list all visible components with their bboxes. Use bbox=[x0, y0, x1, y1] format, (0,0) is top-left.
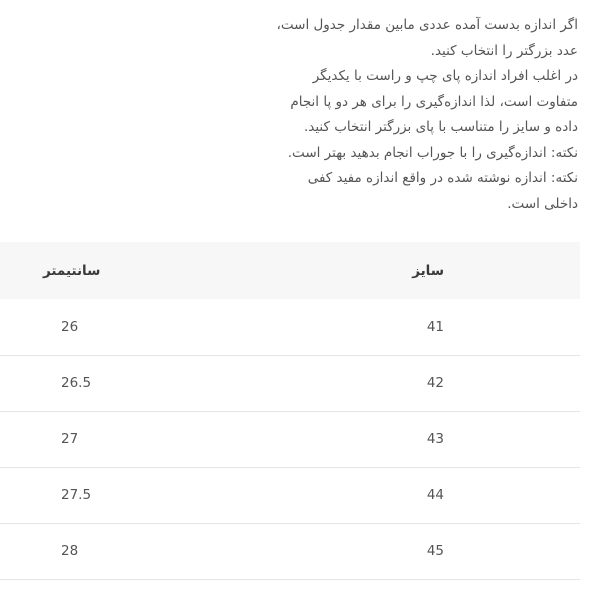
size-guide-notes bbox=[248, 13, 578, 217]
cell-cm-value: 28 bbox=[61, 543, 79, 559]
note-line: در اغلب افراد اندازه پای چپ و راست با یکدیگر bbox=[312, 68, 578, 84]
table-row bbox=[0, 467, 580, 523]
table-row bbox=[0, 411, 580, 467]
cell-cm-value: 27 bbox=[61, 431, 79, 447]
cell-size bbox=[412, 467, 580, 523]
cell-cm bbox=[0, 523, 412, 579]
size-chart-table bbox=[0, 242, 580, 580]
table-row bbox=[0, 355, 580, 411]
cell-cm bbox=[0, 411, 412, 467]
header-cm-label: سانتیمتر bbox=[43, 262, 101, 279]
note-line: داخلی است. bbox=[507, 195, 578, 212]
cell-size bbox=[412, 523, 580, 579]
note-line: عدد بزرگتر را انتخاب کنید. bbox=[430, 42, 578, 59]
header-cm bbox=[0, 242, 412, 299]
note-line: داده و سایز را متناسب با پای بزرگتر انتخاب کنید. bbox=[303, 119, 578, 135]
table-row bbox=[0, 299, 580, 355]
table-header-row bbox=[0, 242, 580, 299]
cell-cm bbox=[0, 299, 412, 355]
cell-size-value: 42 bbox=[426, 375, 444, 391]
note-line: متفاوت است، لذا اندازه‌گیری را برای هر دو پا انجام bbox=[290, 93, 578, 110]
cell-cm-value: 26 bbox=[61, 318, 79, 335]
note-line: اگر اندازه بدست آمده عددی مابین مقدار جدول است، bbox=[276, 17, 578, 33]
cell-size-value: 44 bbox=[426, 487, 444, 503]
table-row bbox=[0, 523, 580, 579]
cell-size bbox=[412, 355, 580, 411]
note-line: نکته: اندازه‌گیری را با جوراب انجام بدهید بهتر است. bbox=[287, 144, 578, 161]
cell-size-value: 43 bbox=[426, 431, 444, 447]
cell-cm bbox=[0, 355, 412, 411]
header-size-label: سایز bbox=[412, 262, 444, 279]
header-size bbox=[412, 242, 580, 299]
cell-size bbox=[412, 299, 580, 355]
cell-cm-value: 27.5 bbox=[61, 487, 92, 503]
cell-size-value: 45 bbox=[426, 543, 444, 559]
cell-size bbox=[412, 411, 580, 467]
note-line: نکته: اندازه نوشته شده در واقع اندازه مفید کفی bbox=[307, 170, 578, 186]
cell-size-value: 41 bbox=[426, 318, 444, 335]
cell-cm bbox=[0, 467, 412, 523]
cell-cm-value: 26.5 bbox=[61, 375, 92, 391]
